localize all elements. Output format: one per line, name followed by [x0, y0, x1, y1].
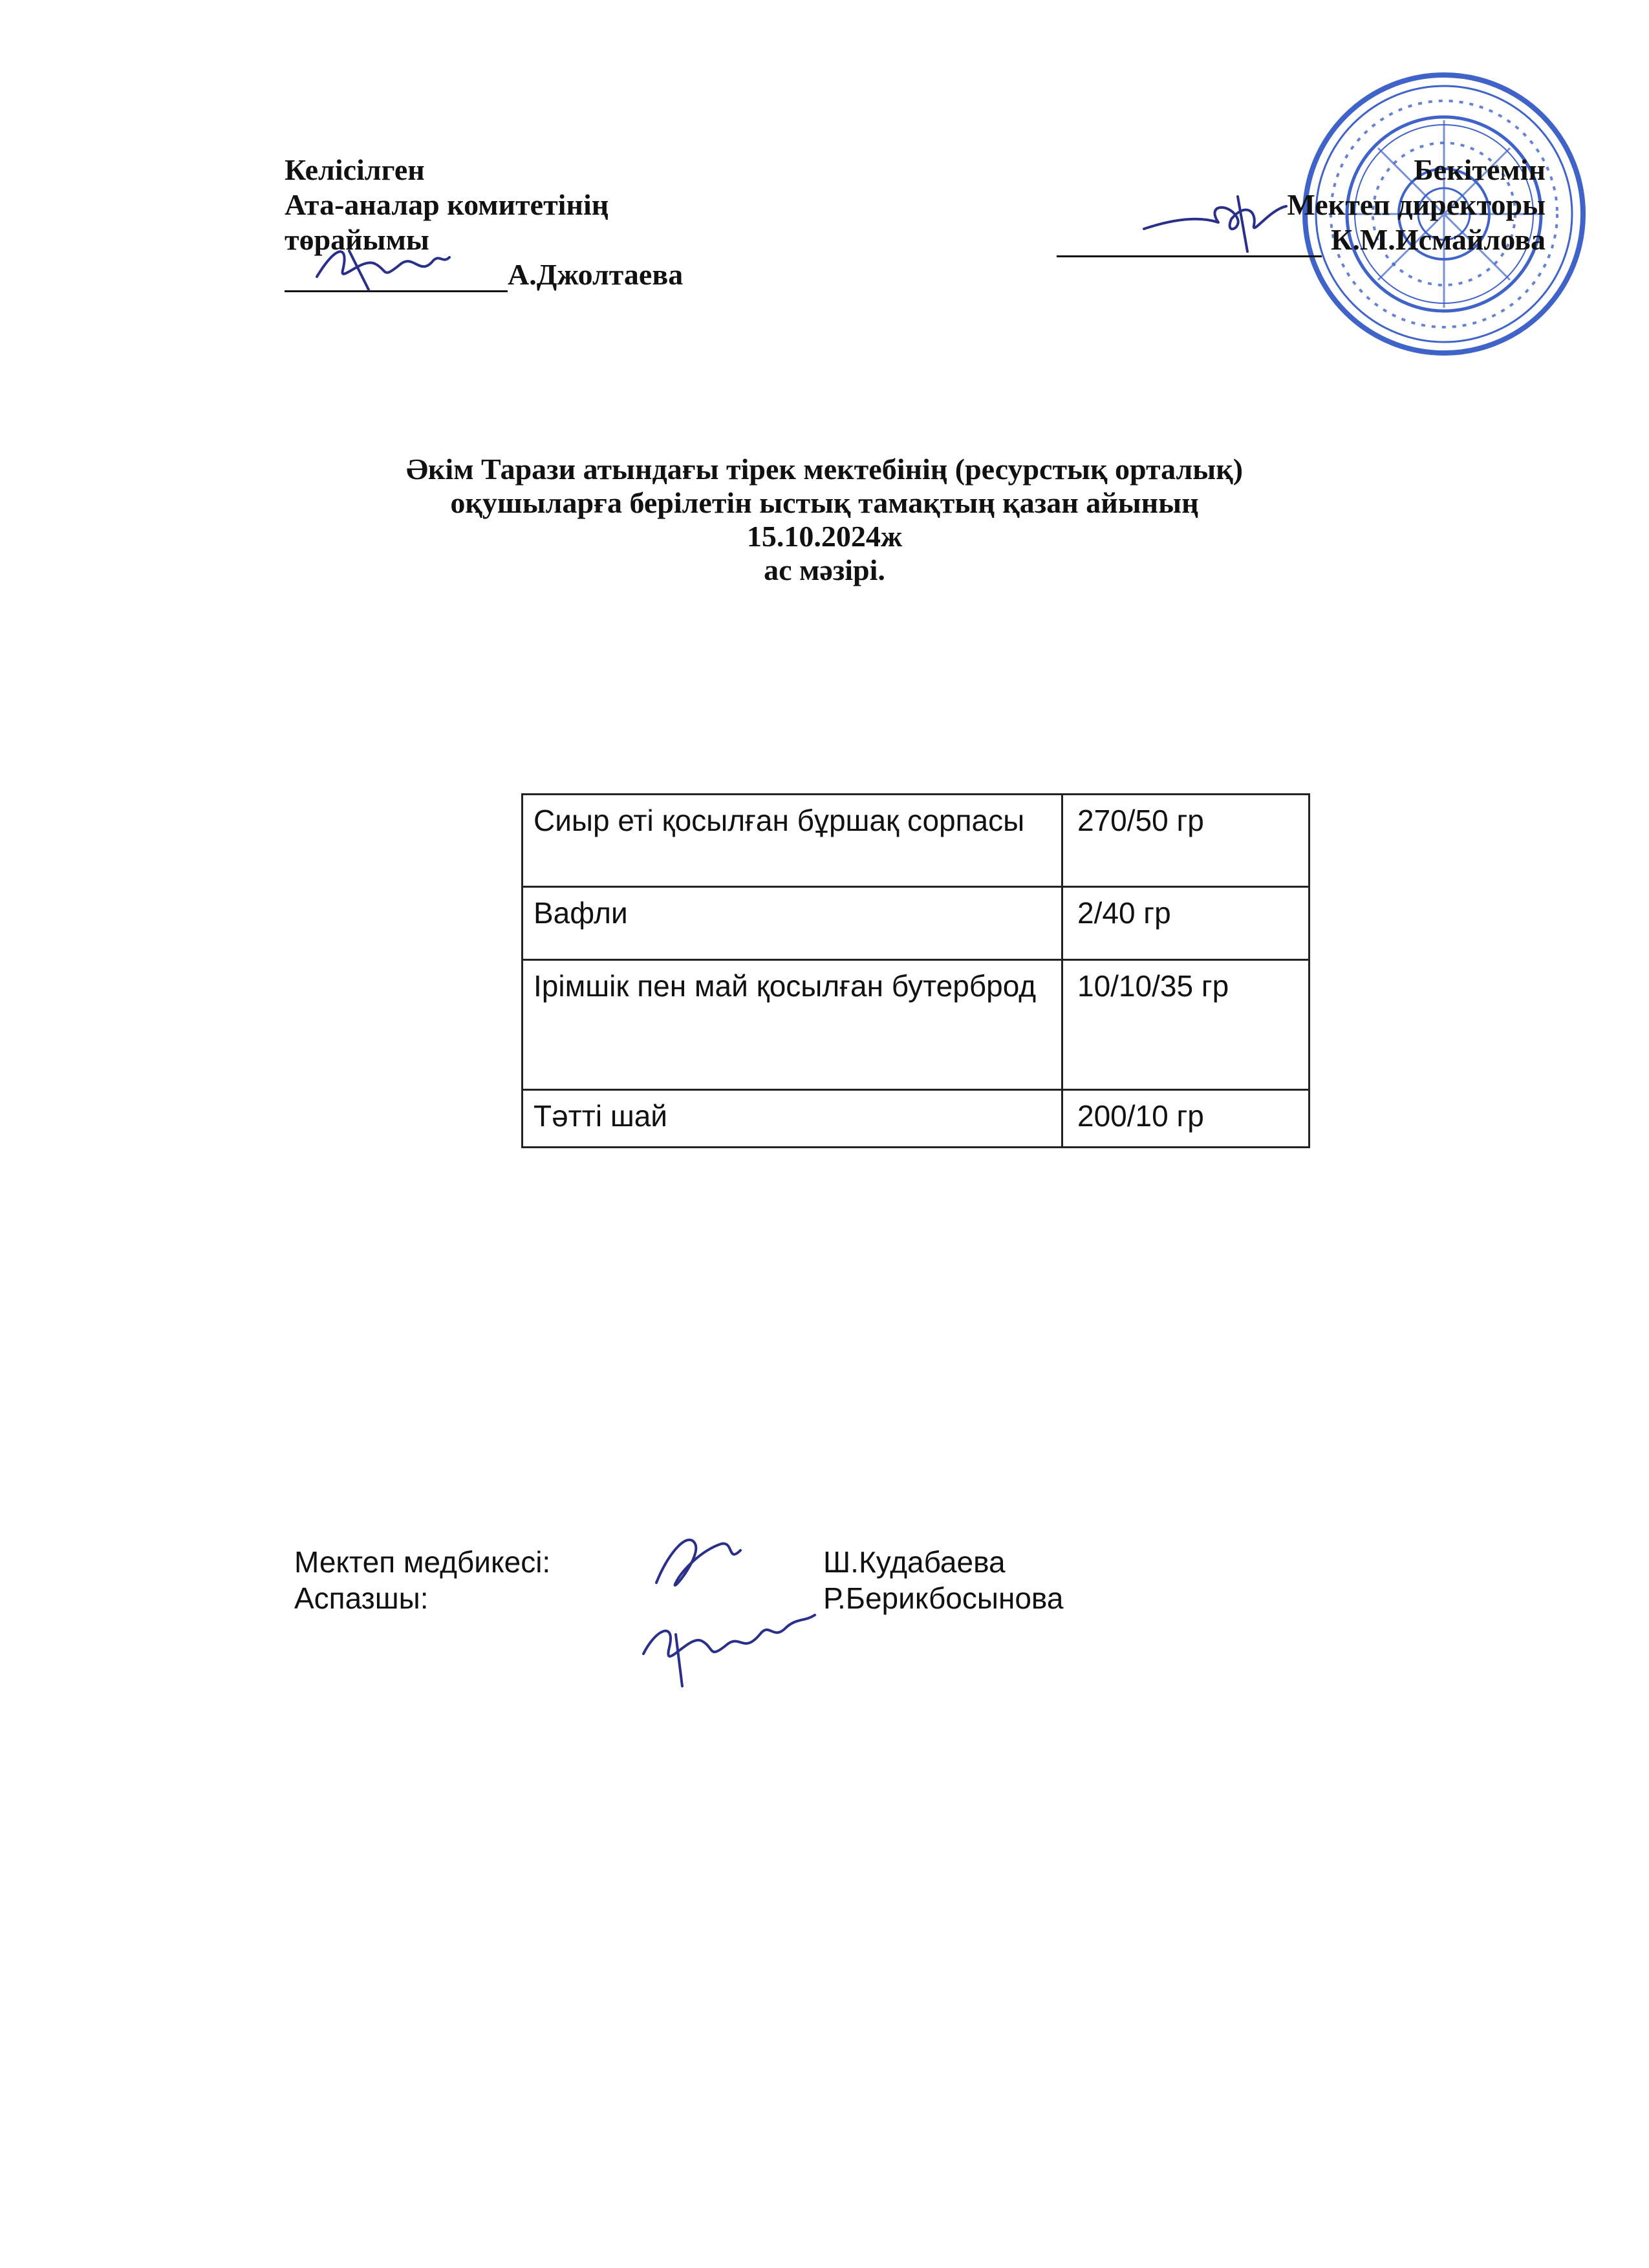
- approval-left-heading: Келісілген: [285, 153, 425, 186]
- signature-right-icon: [1141, 190, 1289, 255]
- menu-portion: 2/40 гр: [1062, 887, 1310, 960]
- title-line-2: оқушыларға берілетін ыстық тамақтың қазан айының: [450, 486, 1199, 519]
- menu-portion: 10/10/35 гр: [1062, 960, 1310, 1090]
- menu-dish: Сиыр еті қосылған бұршақ сорпасы: [523, 795, 1062, 887]
- approval-right-name: К.М.Исмайлова: [1331, 223, 1546, 256]
- staff-block: [294, 1544, 1064, 1616]
- table-row: [523, 1090, 1310, 1148]
- approval-block-right: [1057, 153, 1546, 257]
- title-date: 15.10.2024ж: [746, 520, 903, 553]
- approval-left-name: А.Джолтаева: [508, 258, 684, 291]
- staff-signatures-icon: [630, 1524, 824, 1693]
- approval-block-left: [285, 153, 683, 292]
- table-row: [523, 795, 1310, 887]
- approval-left-position: төрайымы: [285, 223, 429, 256]
- approval-right-signature-row: [1057, 222, 1546, 257]
- approval-right-heading: Бекітемін: [1414, 153, 1546, 186]
- menu-portion: 200/10 гр: [1062, 1090, 1310, 1148]
- document-title: [0, 453, 1649, 587]
- approval-left-committee: Ата-аналар комитетінің: [285, 188, 609, 221]
- signature-left-icon: [310, 231, 466, 296]
- approval-left-signature-row: [285, 257, 683, 292]
- title-line-4: ас мәзірі.: [764, 553, 885, 586]
- staff-name: Р.Берикбосынова: [823, 1581, 1064, 1615]
- title-line-1: Әкім Тарази атындағы тірек мектебінің (ресурстық орталық): [405, 453, 1244, 486]
- menu-table: [521, 793, 1310, 1148]
- table-row: [523, 887, 1310, 960]
- staff-row-cook: [294, 1580, 1064, 1616]
- staff-name: Ш.Кудабаева: [823, 1545, 1006, 1579]
- menu-dish: Вафли: [523, 887, 1062, 960]
- menu-dish: Ірімшік пен май қосылған бутерброд: [523, 960, 1062, 1090]
- staff-role: Аспазшы:: [294, 1581, 429, 1615]
- menu-portion: 270/50 гр: [1062, 795, 1310, 887]
- staff-role: Мектеп медбикесі:: [294, 1545, 551, 1579]
- menu-dish: Тәтті шай: [523, 1090, 1062, 1148]
- table-row: [523, 960, 1310, 1090]
- approval-right-position: Мектеп директоры: [1287, 188, 1546, 221]
- staff-row-nurse: [294, 1544, 1006, 1580]
